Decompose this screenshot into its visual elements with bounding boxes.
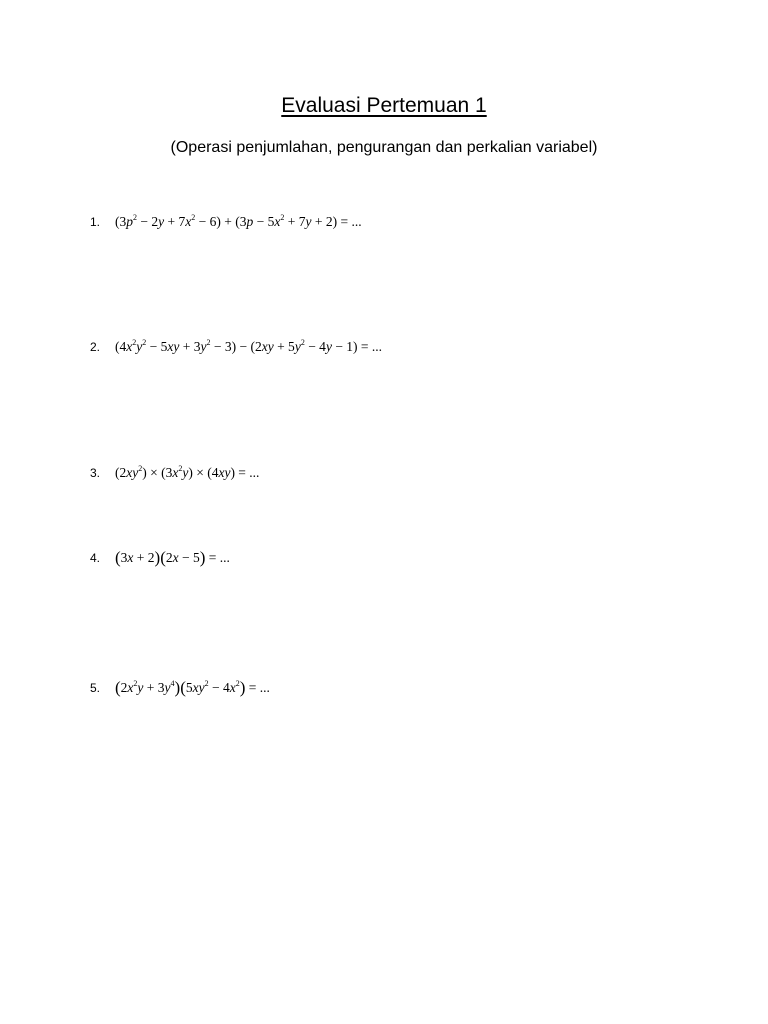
question-2	[90, 335, 382, 359]
question-3	[90, 461, 259, 485]
question-number: 2.	[90, 340, 101, 354]
question-expression: (3x + 2)(2x − 5) = ...	[115, 548, 230, 567]
question-5	[90, 676, 270, 700]
question-expression: $(2xy^2) \times (3x^2y) \times (4xy)$ = ...	[115, 464, 260, 480]
question-4	[90, 546, 230, 570]
question-number: 1.	[90, 215, 101, 229]
question-expression: $(4x^2y^2 - 5xy + 3y^2 - 3) - (2xy + 5y^2 - 4y - 1)$ = ...	[115, 338, 383, 354]
question-expression: $(2x^2y + 3y^4)(5xy^2 - 4x^2)$ = ...	[115, 678, 270, 697]
question-number: 5.	[90, 681, 101, 695]
question-1	[90, 210, 362, 234]
page-title: Evaluasi Pertemuan 1	[281, 94, 487, 117]
question-number: 3.	[90, 466, 101, 480]
question-expression: $(3p^2 - 2y + 7x^2 - 6) + (3p - 5x^2 + 7y + 2)$ = ...	[115, 213, 362, 229]
question-number: 4.	[90, 551, 101, 565]
page-subtitle: (Operasi penjumlahan, pengurangan dan perkalian variabel)	[170, 139, 598, 156]
